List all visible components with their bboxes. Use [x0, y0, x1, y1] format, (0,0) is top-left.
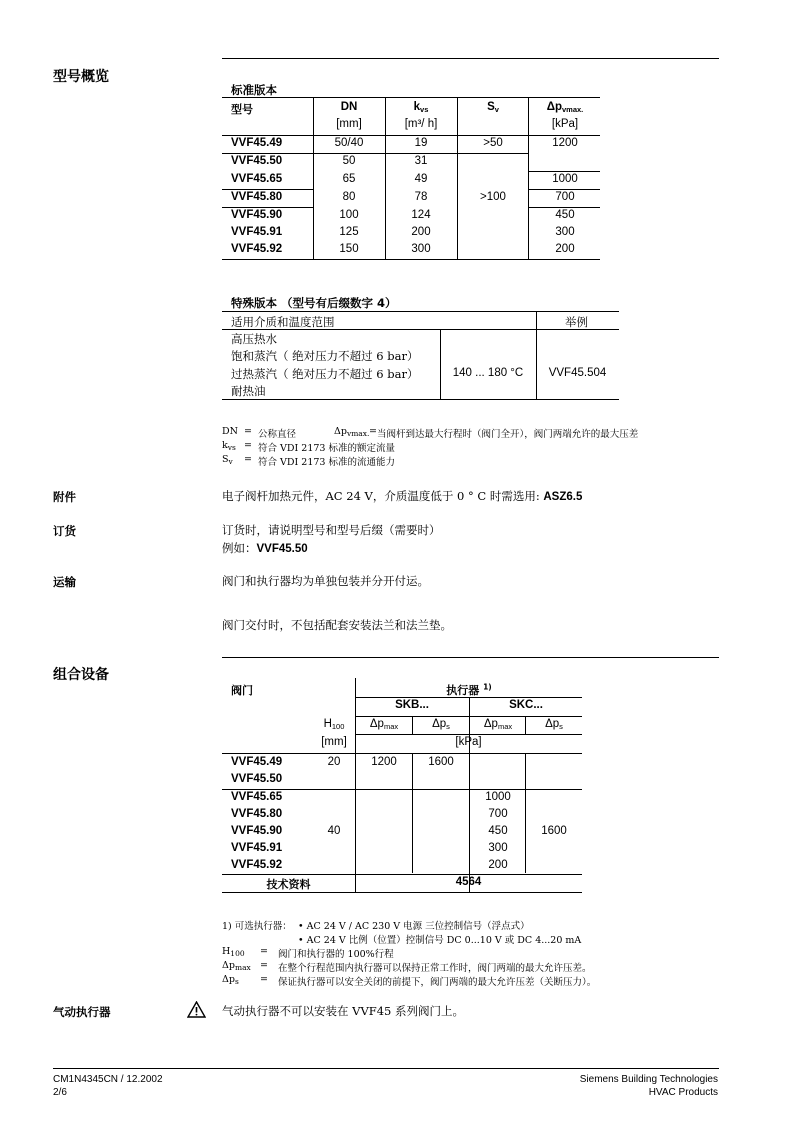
pneumatic-text: 气动执行器不可以安装在 VVF45 系列阀门上。	[222, 1004, 465, 1018]
footer-page-number: 2/6	[53, 1087, 67, 1098]
table-row-type: VVF45.49	[231, 137, 283, 149]
table-row-kvs: 49	[414, 173, 428, 185]
group2-skc-dpmax: 700	[488, 808, 508, 820]
footer-divider	[53, 1068, 719, 1069]
group2-skc-dpmax: 1000	[485, 791, 511, 803]
table-row-type: VVF45.91	[231, 226, 283, 238]
table-row-type: VVF45.80	[231, 191, 283, 203]
table-row-valve: VVF45.90	[231, 825, 283, 837]
group2-h100: 40	[327, 825, 341, 837]
table-row-dn: 50/40	[334, 137, 364, 149]
group2-skc-dpmax: 300	[488, 842, 508, 854]
pneumatic-label: 气动执行器	[53, 1005, 111, 1019]
section-title-combinations: 组合设备	[53, 667, 109, 683]
dp-value: 700	[555, 191, 575, 203]
accessories-label: 附件	[53, 490, 76, 504]
special-example: VVF45.504	[548, 367, 607, 379]
special-medium: 耐热油	[231, 384, 266, 398]
sv-value-100: >100	[480, 191, 506, 203]
group1-skb-dpmax: 1200	[371, 756, 397, 768]
sv-value-50: >50	[483, 137, 503, 149]
table-row-dn: 50	[342, 155, 356, 167]
header-kvs-unit: [m³/ h]	[404, 118, 438, 130]
special-medium: 高压热水	[231, 332, 277, 346]
header-dp-unit: [kPa]	[551, 118, 579, 130]
table-row-dn: 80	[342, 191, 356, 203]
delivery-label: 运输	[53, 575, 76, 589]
header-kvs: $k_{vs}$	[413, 101, 429, 114]
table-row-kvs: 200	[411, 226, 431, 238]
table-row-type: VVF45.92	[231, 243, 283, 255]
table-row-valve: VVF45.65	[231, 791, 283, 803]
footer-division: HVAC Products	[648, 1087, 718, 1098]
special-header-example: 举例	[565, 315, 588, 329]
skb-dps-header: $\Delta p_s$	[432, 718, 450, 731]
header-dp: $\Delta p_{vmax.}$	[546, 101, 584, 114]
footer-doc-number: CM1N4345CN / 12.2002	[53, 1074, 163, 1085]
table-row-type: VVF45.50	[231, 155, 283, 167]
tech-data-label: 技术资料	[266, 878, 311, 891]
table-row-type: VVF45.90	[231, 209, 283, 221]
group2-skc-dpmax: 200	[488, 859, 508, 871]
warning-icon	[187, 1001, 206, 1018]
ordering-example: 例如：VVF45.50	[222, 541, 308, 555]
table-row-valve: VVF45.80	[231, 808, 283, 820]
footer-company: Siemens Building Technologies	[579, 1074, 718, 1085]
special-medium: 饱和蒸汽（ 绝对压力不超过 6 bar）	[231, 349, 419, 363]
special-version-title: 特殊版本 （型号有后缀数字 4）	[231, 296, 397, 310]
table-row-type: VVF45.65	[231, 173, 283, 185]
skc-dps-header: $\Delta p_s$	[545, 718, 563, 731]
valve-header: 阀门	[231, 684, 253, 697]
table-row-kvs: 31	[414, 155, 428, 167]
header-sv: $S_v$	[487, 101, 499, 114]
skb-dpmax-header: $\Delta p_{max}$	[369, 718, 399, 731]
table-row-kvs: 300	[411, 243, 431, 255]
section-title-model-overview: 型号概览	[53, 69, 109, 85]
delivery-text: 阀门交付时，不包括配套安装法兰和法兰垫。	[222, 618, 452, 632]
table-row-dn: 65	[342, 173, 356, 185]
table-row-valve: VVF45.91	[231, 842, 283, 854]
skb-header: SKB...	[395, 699, 429, 711]
table-row-kvs: 78	[414, 191, 428, 203]
dp-value: 1200	[552, 137, 578, 149]
special-header-medium: 适用介质和温度范围	[231, 315, 335, 329]
table-row-valve: VVF45.50	[231, 773, 283, 785]
kpa-unit: [kPa]	[455, 736, 482, 748]
table-row-dn: 150	[339, 243, 359, 255]
group2-skc-dpmax: 450	[488, 825, 508, 837]
dp-value: 200	[555, 243, 575, 255]
table-row-dn: 125	[339, 226, 359, 238]
dp-value: 300	[555, 226, 575, 238]
dp-value: 1000	[552, 173, 578, 185]
standard-version-title: 标准版本	[231, 83, 277, 97]
group2-skc-dps: 1600	[541, 825, 567, 837]
h100-unit: [mm]	[321, 736, 347, 748]
group1-skb-dps: 1600	[428, 756, 454, 768]
header-dn-unit: [mm]	[336, 118, 362, 130]
table-row-kvs: 19	[414, 137, 428, 149]
header-dn: DN	[340, 101, 358, 113]
table-row-kvs: 124	[411, 209, 431, 221]
special-temperature: 140 ... 180 °C	[452, 367, 524, 379]
accessories-text: 电子阀杆加热元件，AC 24 V，介质温度低于 0 ° C 时需选用: ASZ6.5	[222, 489, 583, 503]
ordering-text: 订货时，请说明型号和型号后缀（需要时）	[222, 523, 441, 537]
ordering-label: 订货	[53, 524, 76, 538]
skc-dpmax-header: $\Delta p_{max}$	[483, 718, 513, 731]
section-divider	[222, 58, 719, 59]
header-type: 型号	[231, 103, 253, 116]
group1-h100: 20	[327, 756, 341, 768]
skc-header: SKC...	[509, 699, 543, 711]
table-row-dn: 100	[339, 209, 359, 221]
table-row-valve: VVF45.92	[231, 859, 283, 871]
section-divider	[222, 657, 719, 658]
table-row-valve: VVF45.49	[231, 756, 283, 768]
h100-header: $H_{100}$	[323, 718, 345, 731]
actuator-header: 执行器 $^{1)}$	[446, 682, 492, 697]
dp-value: 450	[555, 209, 575, 221]
special-medium: 过热蒸汽（ 绝对压力不超过 6 bar）	[231, 367, 419, 381]
tech-data-value: 4564	[455, 876, 482, 888]
delivery-text: 阀门和执行器均为单独包装并分开付运。	[222, 574, 429, 588]
